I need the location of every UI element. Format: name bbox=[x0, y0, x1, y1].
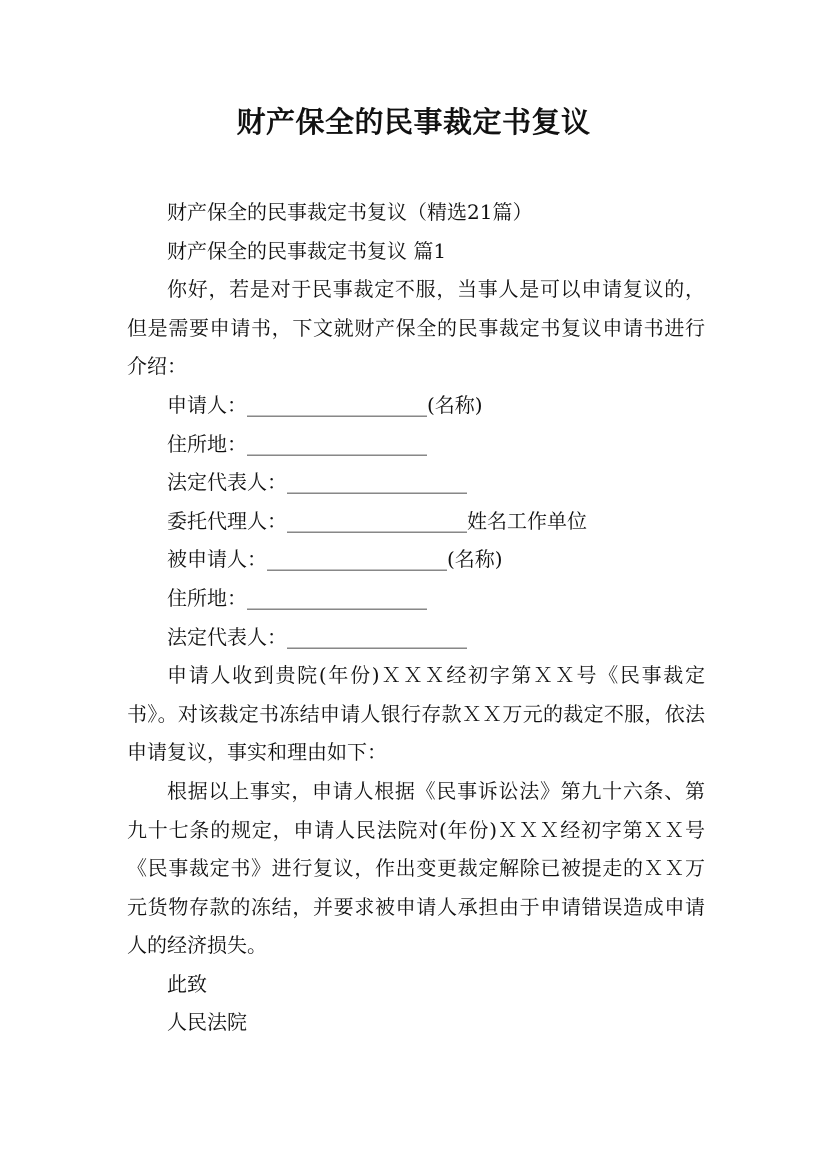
facts-paragraph: 申请人收到贵院(年份)ＸＸＸ经初字第ＸＸ号《民事裁定书》。对该裁定书冻结申请人银行存款ＸＸ万元的裁定不服，依法申请复议，事实和理由如下： bbox=[127, 663, 705, 765]
applicant-field: 申请人：__________________(名称) bbox=[167, 392, 483, 417]
subtitle-paragraph: 财产保全的民事裁定书复议（精选21篇） bbox=[167, 200, 533, 224]
respondent-legal-rep-field: 法定代表人：__________________ bbox=[167, 624, 467, 649]
intro-paragraph: 你好，若是对于民事裁定不服，当事人是可以申请复议的，但是需要申请书，下文就财产保全的民事裁定书复议申请书进行介绍： bbox=[127, 277, 705, 379]
section-heading: 财产保全的民事裁定书复议 篇1 bbox=[167, 238, 447, 263]
document-title: 财产保全的民事裁定书复议 bbox=[236, 105, 591, 139]
request-paragraph: 根据以上事实，申请人根据《民事诉讼法》第九十六条、第九十七条的规定，申请人民法院对(年份)ＸＸＸ经初字第ＸＸ号《民事裁定书》进行复议，作出变更裁定解除已被提走的ＸＸ万元货物存款的冻结，并要求被申请人承担由于申请错误造成申请人的经济损失。 bbox=[127, 778, 705, 958]
document-body bbox=[127, 193, 705, 1042]
applicant-legal-rep-field: 法定代表人：__________________ bbox=[167, 470, 467, 495]
respondent-address-field: 住所地：__________________ bbox=[167, 585, 427, 610]
agent-field: 委托代理人：__________________姓名工作单位 bbox=[167, 508, 587, 533]
applicant-address-field: 住所地：__________________ bbox=[167, 431, 427, 456]
salutation: 此致 bbox=[167, 971, 207, 996]
court-name: 人民法院 bbox=[167, 1010, 247, 1035]
respondent-field: 被申请人：__________________(名称) bbox=[167, 547, 503, 572]
